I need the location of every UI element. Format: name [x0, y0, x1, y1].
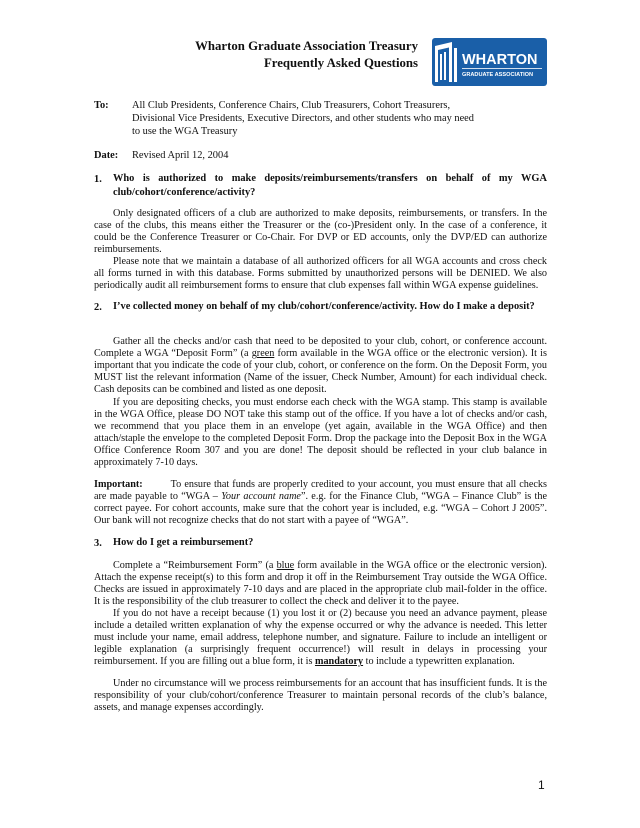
to-line-3: to use the WGA Treasury [132, 125, 238, 137]
question-1-number: 1. [94, 174, 102, 185]
title-line-2: Frequently Asked Questions [263, 56, 418, 70]
question-1-heading: Who is authorized to make deposits/reimbursements/transfers on behalf of my WGA club/cohort/conference/activity? [113, 173, 547, 198]
question-3-heading: How do I get a reimbursement? [113, 537, 254, 548]
question-1-paragraph-2: Please note that we maintain a database of all authorized officers for all WGA accounts and cross check all forms turned in with this database. Forms submitted by unauthorized persons will be DENIED. We also periodically audit all reimbursement forms to ensure that club expenses fall within WGA expense guidelines. [94, 256, 547, 292]
q3-p2-text-a: If you do not have a receipt because (1) you lost it or (2) because you need an advance payment, please include a detailed written explanation of why the expense occurred or why the advance is needed. This letter must include your name, email address, telephone number, and signature. Failure to include an intelligent or legible explanation (a surprisingly frequent occurrence!) will result in delays in processing your reimbursement. If you are filling out a blue form, it is [94, 608, 547, 668]
question-3-paragraph-2 [94, 608, 547, 668]
question-2-paragraph-1 [94, 336, 547, 396]
question-2-paragraph-2: If you are depositing checks, you must endorse each check with the WGA stamp. This stamp is available in the WGA Office, please DO NOT take this stamp out of the office. If you have a lot of checks and/or cash, we recommend that you place them in an envelope (yet again, available in the WGA Office) and then attach/staple the envelope to the completed Deposit Form. Drop the package into the Deposit Box in the WGA Office Conference Room 307 and you are done! The deposit should be reflected in your club balance in approximately 7-10 days. [94, 397, 547, 469]
account-name-placeholder: Your account name [221, 491, 301, 503]
question-3-paragraph-1 [94, 560, 547, 608]
q2-p1-text-a: Gather all the checks and/or cash that need to be deposited to your club, cohort, or conference account. Complete a WGA “Deposit Form” (a [94, 336, 547, 360]
mandatory-keyword: mandatory [314, 656, 364, 668]
question-2-number: 2. [94, 302, 102, 313]
q3-p1-text-a: Complete a “Reimbursement Form” (a [113, 560, 277, 571]
page-title [150, 38, 418, 72]
title-line-1: Wharton Graduate Association Treasury [195, 39, 418, 53]
date-label: Date: [94, 150, 119, 161]
logo-subtext: GRADUATE ASSOCIATION [462, 72, 534, 78]
important-label: Important: [94, 479, 143, 490]
important-text-b: ”. e.g. for the Finance Club, “WGA – Finance Club” is the correct payee. For cohort accounts, make sure that the cohort year is included, e.g. “WGA – Cohort J 2005”. Our bank will not recognize checks that do not start with a payee of “WGA”. [94, 491, 547, 527]
q3-p1-text-b: form available in the WGA office or the electronic version). Attach the expense receipt(s) to this form and drop it off in the Reimbursement Tray outside the WGA Office. Checks are issued in approximately 7-10 days and are placed in the appropriate club mail-folder in the office. It is the responsibility of the club treasurer to collect the check and deliver it to the payee. [94, 560, 547, 608]
to-recipients [132, 100, 482, 138]
blue-form-keyword: blue [276, 560, 295, 571]
q3-p2-text-b: to include a typewritten explanation. [363, 656, 515, 668]
question-3-paragraph-3: Under no circumstance will we process reimbursements for an account that has insufficient funds. It is the responsibility of your club/cohort/conference Treasurer to maintain personal records of the club’s balance, assets, and manage expenses accordingly. [94, 678, 547, 714]
important-text-a: To ensure that funds are properly credited to your account, you must ensure that all checks are made payable to “WGA – [94, 479, 547, 503]
wharton-logo [432, 38, 547, 86]
question-3-number: 3. [94, 538, 102, 549]
page-number: 1 [538, 778, 545, 792]
question-1-paragraph-1: Only designated officers of a club are authorized to make deposits, reimbursements, or transfers. In the case of the clubs, this means either the Treasurer or the (co-)President only. In the case of a conference, it could be the Conference Treasurer or Co-Chair. For DVP or ED accounts, only the DVP/ED can authorize reimbursements. [94, 208, 547, 256]
green-form-keyword: green [251, 348, 275, 360]
to-line-2: Divisional Vice Presidents, Executive Directors, and other students who may need [132, 112, 474, 124]
important-note [94, 479, 547, 527]
logo-wordmark: WHARTON [462, 52, 538, 68]
q2-p1-text-b: form available in the WGA office or the electronic version). It is important that you indicate the code of your club, cohort, or conference on the form. On the Deposit Form, you MUST list the relevant information (Name of the issuer, Check Number, Amount) for each individual check. Cash deposits can be combined and listed as one deposit. [94, 348, 547, 396]
question-2-heading: I’ve collected money on behalf of my club/cohort/conference/activity. How do I make a deposit? [113, 301, 535, 312]
to-line-1: All Club Presidents, Conference Chairs, Club Treasurers, Cohort Treasurers, [132, 100, 451, 111]
date-value: Revised April 12, 2004 [132, 150, 229, 161]
to-label: To: [94, 100, 109, 111]
